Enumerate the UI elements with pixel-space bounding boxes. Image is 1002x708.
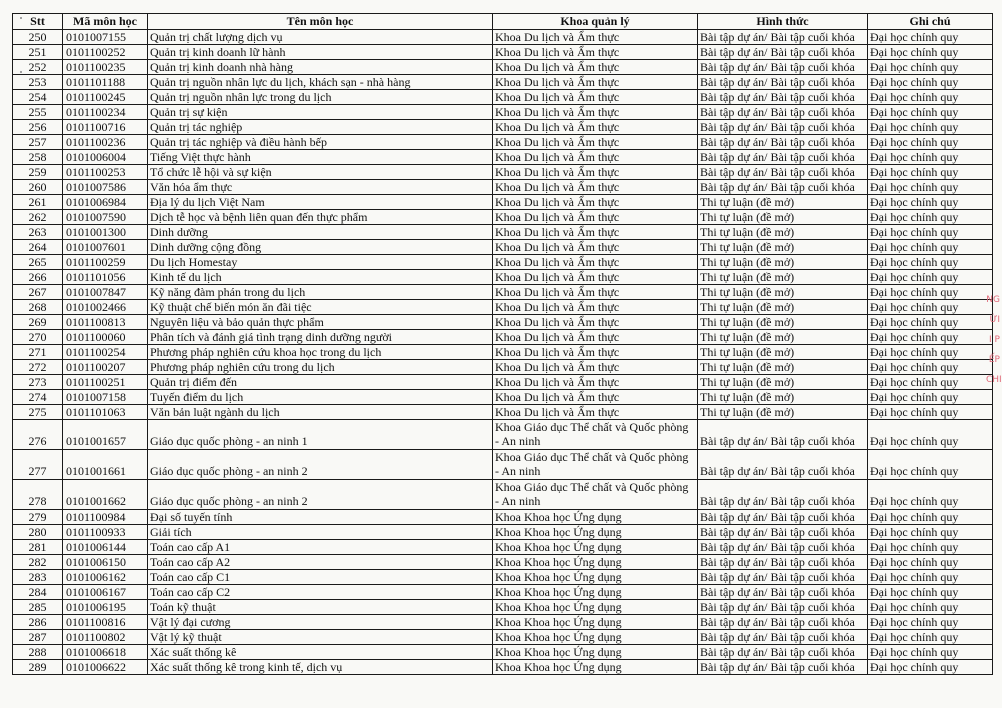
cell-form: Bài tập dự án/ Bài tập cuối khóa [698, 570, 868, 585]
cell-note: Đại học chính quy [868, 180, 993, 195]
cell-note: Đại học chính quy [868, 285, 993, 300]
cell-code: 0101100060 [63, 330, 148, 345]
table-row [13, 540, 993, 555]
cell-dept: Khoa Du lịch và Ẩm thực [493, 360, 698, 375]
cell-dept: Khoa Du lịch và Ẩm thực [493, 105, 698, 120]
cell-stt: 254 [13, 90, 63, 105]
cell-note: Đại học chính quy [868, 405, 993, 420]
cell-note: Đại học chính quy [868, 555, 993, 570]
cell-name: Giáo dục quốc phòng - an ninh 1 [148, 420, 493, 450]
cell-form: Bài tập dự án/ Bài tập cuối khóa [698, 135, 868, 150]
table-row [13, 600, 993, 615]
cell-stt: 287 [13, 630, 63, 645]
cell-name: Quản trị tác nghiệp và điều hành bếp [148, 135, 493, 150]
cell-name: Nguyên liệu và bảo quản thực phẩm [148, 315, 493, 330]
cell-name: Quản trị nguồn nhân lực trong du lịch [148, 90, 493, 105]
cell-code: 0101100251 [63, 375, 148, 390]
header-name: Tên môn học [148, 14, 493, 30]
cell-code: 0101001661 [63, 450, 148, 480]
cell-note: Đại học chính quy [868, 60, 993, 75]
cell-name: Giáo dục quốc phòng - an ninh 2 [148, 480, 493, 510]
table-row [13, 585, 993, 600]
cell-dept: Khoa Du lịch và Ẩm thực [493, 390, 698, 405]
cell-note: Đại học chính quy [868, 120, 993, 135]
table-row [13, 60, 993, 75]
cell-form: Bài tập dự án/ Bài tập cuối khóa [698, 555, 868, 570]
table-row [13, 225, 993, 240]
cell-form: Bài tập dự án/ Bài tập cuối khóa [698, 630, 868, 645]
header-row [13, 14, 993, 30]
cell-note: Đại học chính quy [868, 105, 993, 120]
cell-name: Tuyến điểm du lịch [148, 390, 493, 405]
cell-note: Đại học chính quy [868, 375, 993, 390]
table-row [13, 570, 993, 585]
cell-name: Toán cao cấp A2 [148, 555, 493, 570]
cell-form: Bài tập dự án/ Bài tập cuối khóa [698, 165, 868, 180]
cell-code: 0101100933 [63, 525, 148, 540]
cell-dept: Khoa Giáo dục Thể chất và Quốc phòng - An ninh [493, 480, 698, 510]
table-row [13, 375, 993, 390]
scan-speck [20, 17, 22, 19]
table-row [13, 660, 993, 675]
cell-stt: 271 [13, 345, 63, 360]
cell-note: Đại học chính quy [868, 645, 993, 660]
cell-name: Phương pháp nghiên cứu trong du lịch [148, 360, 493, 375]
cell-code: 0101100716 [63, 120, 148, 135]
cell-dept: Khoa Khoa học Ứng dụng [493, 645, 698, 660]
table-row [13, 300, 993, 315]
cell-dept: Khoa Khoa học Ứng dụng [493, 615, 698, 630]
cell-form: Bài tập dự án/ Bài tập cuối khóa [698, 450, 868, 480]
cell-code: 0101006618 [63, 645, 148, 660]
cell-stt: 285 [13, 600, 63, 615]
cell-form: Thi tự luận (đề mở) [698, 330, 868, 345]
cell-form: Bài tập dự án/ Bài tập cuối khóa [698, 540, 868, 555]
table-row [13, 210, 993, 225]
cell-form: Bài tập dự án/ Bài tập cuối khóa [698, 90, 868, 105]
cell-code: 0101006162 [63, 570, 148, 585]
table-row [13, 555, 993, 570]
table-row [13, 630, 993, 645]
cell-name: Phương pháp nghiên cứu khoa học trong du lịch [148, 345, 493, 360]
table-row [13, 390, 993, 405]
cell-code: 0101001300 [63, 225, 148, 240]
cell-form: Thi tự luận (đề mở) [698, 345, 868, 360]
table-row [13, 120, 993, 135]
table-row [13, 525, 993, 540]
cell-stt: 256 [13, 120, 63, 135]
cell-dept: Khoa Du lịch và Ẩm thực [493, 375, 698, 390]
cell-dept: Khoa Du lịch và Ẩm thực [493, 270, 698, 285]
table-row [13, 195, 993, 210]
cell-stt: 258 [13, 150, 63, 165]
cell-code: 0101100984 [63, 510, 148, 525]
table-row [13, 180, 993, 195]
cell-stt: 289 [13, 660, 63, 675]
cell-name: Toán cao cấp A1 [148, 540, 493, 555]
cell-note: Đại học chính quy [868, 225, 993, 240]
cell-code: 0101006167 [63, 585, 148, 600]
table-row [13, 480, 993, 510]
cell-form: Bài tập dự án/ Bài tập cuối khóa [698, 120, 868, 135]
table-row [13, 420, 993, 450]
cell-code: 0101100816 [63, 615, 148, 630]
cell-form: Bài tập dự án/ Bài tập cuối khóa [698, 585, 868, 600]
header-code: Mã môn học [63, 14, 148, 30]
cell-stt: 270 [13, 330, 63, 345]
cell-name: Toán cao cấp C2 [148, 585, 493, 600]
cell-name: Kỹ năng đàm phán trong du lịch [148, 285, 493, 300]
cell-code: 0101007155 [63, 30, 148, 45]
table-row [13, 345, 993, 360]
cell-note: Đại học chính quy [868, 585, 993, 600]
table-row [13, 510, 993, 525]
cell-note: Đại học chính quy [868, 330, 993, 345]
cell-note: Đại học chính quy [868, 450, 993, 480]
cell-stt: 286 [13, 615, 63, 630]
cell-code: 0101100234 [63, 105, 148, 120]
cell-dept: Khoa Khoa học Ứng dụng [493, 555, 698, 570]
cell-name: Tiếng Việt thực hành [148, 150, 493, 165]
cell-dept: Khoa Du lịch và Ẩm thực [493, 180, 698, 195]
cell-note: Đại học chính quy [868, 480, 993, 510]
cell-code: 0101006150 [63, 555, 148, 570]
cell-dept: Khoa Du lịch và Ẩm thực [493, 330, 698, 345]
cell-stt: 277 [13, 450, 63, 480]
cell-stt: 266 [13, 270, 63, 285]
cell-form: Thi tự luận (đề mở) [698, 360, 868, 375]
cell-name: Vật lý kỹ thuật [148, 630, 493, 645]
cell-note: Đại học chính quy [868, 360, 993, 375]
cell-form: Bài tập dự án/ Bài tập cuối khóa [698, 420, 868, 450]
cell-note: Đại học chính quy [868, 210, 993, 225]
cell-note: Đại học chính quy [868, 75, 993, 90]
cell-note: Đại học chính quy [868, 660, 993, 675]
cell-name: Xác suất thống kê trong kinh tế, dịch vụ [148, 660, 493, 675]
cell-note: Đại học chính quy [868, 600, 993, 615]
cell-note: Đại học chính quy [868, 240, 993, 255]
cell-dept: Khoa Giáo dục Thể chất và Quốc phòng - An ninh [493, 420, 698, 450]
cell-dept: Khoa Du lịch và Ẩm thực [493, 345, 698, 360]
cell-code: 0101101188 [63, 75, 148, 90]
cell-code: 0101001657 [63, 420, 148, 450]
stamp-text: ẾP [988, 355, 1000, 365]
stamp-text: CHI [986, 375, 1002, 385]
cell-stt: 288 [13, 645, 63, 660]
cell-name: Quản trị sự kiện [148, 105, 493, 120]
cell-dept: Khoa Khoa học Ứng dụng [493, 630, 698, 645]
cell-name: Quản trị chất lượng dịch vụ [148, 30, 493, 45]
cell-dept: Khoa Khoa học Ứng dụng [493, 540, 698, 555]
header-dept: Khoa quản lý [493, 14, 698, 30]
cell-form: Thi tự luận (đề mở) [698, 405, 868, 420]
cell-name: Dinh dưỡng cộng đồng [148, 240, 493, 255]
cell-stt: 260 [13, 180, 63, 195]
cell-name: Quản trị kinh doanh lữ hành [148, 45, 493, 60]
cell-form: Bài tập dự án/ Bài tập cuối khóa [698, 150, 868, 165]
cell-code: 0101007158 [63, 390, 148, 405]
cell-name: Quản trị điểm đến [148, 375, 493, 390]
table-row [13, 165, 993, 180]
cell-name: Dịch tễ học và bệnh liên quan đến thực phẩm [148, 210, 493, 225]
cell-form: Bài tập dự án/ Bài tập cuối khóa [698, 180, 868, 195]
cell-stt: 268 [13, 300, 63, 315]
cell-code: 0101006144 [63, 540, 148, 555]
cell-stt: 284 [13, 585, 63, 600]
cell-dept: Khoa Khoa học Ứng dụng [493, 570, 698, 585]
cell-stt: 251 [13, 45, 63, 60]
scan-speck [20, 71, 22, 73]
cell-name: Dinh dưỡng [148, 225, 493, 240]
stamp-text: ỨI [989, 315, 1000, 325]
cell-name: Quản trị kinh doanh nhà hàng [148, 60, 493, 75]
table-row [13, 30, 993, 45]
cell-form: Thi tự luận (đề mở) [698, 375, 868, 390]
cell-name: Văn bản luật ngành du lịch [148, 405, 493, 420]
cell-stt: 278 [13, 480, 63, 510]
cell-dept: Khoa Du lịch và Ẩm thực [493, 225, 698, 240]
red-stamp-fragment [986, 290, 1000, 390]
cell-note: Đại học chính quy [868, 300, 993, 315]
cell-form: Thi tự luận (đề mở) [698, 300, 868, 315]
cell-note: Đại học chính quy [868, 345, 993, 360]
cell-form: Bài tập dự án/ Bài tập cuối khóa [698, 600, 868, 615]
cell-name: Toán cao cấp C1 [148, 570, 493, 585]
cell-code: 0101100254 [63, 345, 148, 360]
cell-stt: 272 [13, 360, 63, 375]
cell-dept: Khoa Du lịch và Ẩm thực [493, 165, 698, 180]
cell-note: Đại học chính quy [868, 570, 993, 585]
cell-form: Bài tập dự án/ Bài tập cuối khóa [698, 660, 868, 675]
cell-stt: 273 [13, 375, 63, 390]
cell-note: Đại học chính quy [868, 150, 993, 165]
cell-stt: 275 [13, 405, 63, 420]
table-row [13, 90, 993, 105]
cell-note: Đại học chính quy [868, 135, 993, 150]
cell-stt: 274 [13, 390, 63, 405]
cell-name: Quản trị nguồn nhân lực du lịch, khách sạn - nhà hàng [148, 75, 493, 90]
cell-dept: Khoa Du lịch và Ẩm thực [493, 60, 698, 75]
header-stt: Stt [13, 14, 63, 30]
cell-code: 0101007590 [63, 210, 148, 225]
cell-code: 0101100235 [63, 60, 148, 75]
cell-dept: Khoa Du lịch và Ẩm thực [493, 195, 698, 210]
cell-form: Bài tập dự án/ Bài tập cuối khóa [698, 480, 868, 510]
table-row [13, 240, 993, 255]
cell-dept: Khoa Khoa học Ứng dụng [493, 585, 698, 600]
cell-code: 0101100252 [63, 45, 148, 60]
cell-note: Đại học chính quy [868, 315, 993, 330]
cell-name: Du lịch Homestay [148, 255, 493, 270]
cell-form: Thi tự luận (đề mở) [698, 315, 868, 330]
cell-dept: Khoa Khoa học Ứng dụng [493, 510, 698, 525]
cell-dept: Khoa Du lịch và Ẩm thực [493, 405, 698, 420]
cell-code: 0101101063 [63, 405, 148, 420]
cell-name: Quản trị tác nghiệp [148, 120, 493, 135]
cell-dept: Khoa Du lịch và Ẩm thực [493, 240, 698, 255]
cell-form: Bài tập dự án/ Bài tập cuối khóa [698, 525, 868, 540]
cell-note: Đại học chính quy [868, 45, 993, 60]
table-row [13, 645, 993, 660]
cell-dept: Khoa Du lịch và Ẩm thực [493, 315, 698, 330]
cell-code: 0101100802 [63, 630, 148, 645]
table-row [13, 270, 993, 285]
table-row [13, 330, 993, 345]
table-row [13, 615, 993, 630]
table-row [13, 405, 993, 420]
cell-form: Bài tập dự án/ Bài tập cuối khóa [698, 615, 868, 630]
table-row [13, 45, 993, 60]
cell-dept: Khoa Du lịch và Ẩm thực [493, 120, 698, 135]
cell-name: Toán kỹ thuật [148, 600, 493, 615]
header-note: Ghi chú [868, 14, 993, 30]
table-row [13, 105, 993, 120]
cell-code: 0101006984 [63, 195, 148, 210]
cell-form: Thi tự luận (đề mở) [698, 255, 868, 270]
table-row [13, 150, 993, 165]
cell-form: Thi tự luận (đề mở) [698, 390, 868, 405]
cell-stt: 279 [13, 510, 63, 525]
cell-form: Thi tự luận (đề mở) [698, 240, 868, 255]
cell-form: Bài tập dự án/ Bài tập cuối khóa [698, 45, 868, 60]
cell-dept: Khoa Du lịch và Ẩm thực [493, 300, 698, 315]
cell-code: 0101002466 [63, 300, 148, 315]
table-row [13, 75, 993, 90]
cell-stt: 283 [13, 570, 63, 585]
cell-code: 0101100259 [63, 255, 148, 270]
cell-code: 0101006195 [63, 600, 148, 615]
stamp-text: NG [986, 295, 1000, 305]
table-row [13, 450, 993, 480]
cell-note: Đại học chính quy [868, 630, 993, 645]
cell-stt: 255 [13, 105, 63, 120]
cell-dept: Khoa Giáo dục Thể chất và Quốc phòng - An ninh [493, 450, 698, 480]
cell-stt: 252 [13, 60, 63, 75]
cell-stt: 269 [13, 315, 63, 330]
stamp-text: I P [989, 335, 1000, 345]
cell-stt: 257 [13, 135, 63, 150]
cell-code: 0101100245 [63, 90, 148, 105]
cell-note: Đại học chính quy [868, 195, 993, 210]
cell-dept: Khoa Du lịch và Ẩm thực [493, 150, 698, 165]
cell-stt: 263 [13, 225, 63, 240]
cell-stt: 276 [13, 420, 63, 450]
cell-name: Địa lý du lịch Việt Nam [148, 195, 493, 210]
cell-dept: Khoa Du lịch và Ẩm thực [493, 75, 698, 90]
header-form: Hình thức [698, 14, 868, 30]
cell-dept: Khoa Du lịch và Ẩm thực [493, 285, 698, 300]
cell-note: Đại học chính quy [868, 510, 993, 525]
cell-code: 0101007847 [63, 285, 148, 300]
cell-note: Đại học chính quy [868, 540, 993, 555]
cell-form: Bài tập dự án/ Bài tập cuối khóa [698, 30, 868, 45]
cell-stt: 259 [13, 165, 63, 180]
cell-note: Đại học chính quy [868, 615, 993, 630]
cell-stt: 265 [13, 255, 63, 270]
cell-stt: 264 [13, 240, 63, 255]
cell-note: Đại học chính quy [868, 525, 993, 540]
table-row [13, 360, 993, 375]
cell-dept: Khoa Khoa học Ứng dụng [493, 600, 698, 615]
cell-form: Bài tập dự án/ Bài tập cuối khóa [698, 510, 868, 525]
cell-dept: Khoa Du lịch và Ẩm thực [493, 90, 698, 105]
cell-stt: 267 [13, 285, 63, 300]
course-table [12, 13, 993, 675]
table-body [13, 30, 993, 675]
cell-code: 0101006004 [63, 150, 148, 165]
cell-code: 0101100236 [63, 135, 148, 150]
cell-form: Bài tập dự án/ Bài tập cuối khóa [698, 645, 868, 660]
cell-name: Phân tích và đánh giá tình trạng dinh dưỡng người [148, 330, 493, 345]
cell-code: 0101100813 [63, 315, 148, 330]
cell-note: Đại học chính quy [868, 270, 993, 285]
cell-note: Đại học chính quy [868, 390, 993, 405]
cell-stt: 281 [13, 540, 63, 555]
cell-form: Thi tự luận (đề mở) [698, 270, 868, 285]
cell-form: Thi tự luận (đề mở) [698, 285, 868, 300]
cell-note: Đại học chính quy [868, 420, 993, 450]
cell-note: Đại học chính quy [868, 255, 993, 270]
cell-form: Bài tập dự án/ Bài tập cuối khóa [698, 60, 868, 75]
cell-name: Đại số tuyến tính [148, 510, 493, 525]
cell-stt: 250 [13, 30, 63, 45]
cell-stt: 262 [13, 210, 63, 225]
cell-note: Đại học chính quy [868, 90, 993, 105]
cell-code: 0101100207 [63, 360, 148, 375]
cell-dept: Khoa Du lịch và Ẩm thực [493, 255, 698, 270]
cell-code: 0101007586 [63, 180, 148, 195]
cell-note: Đại học chính quy [868, 30, 993, 45]
table-row [13, 255, 993, 270]
cell-form: Thi tự luận (đề mở) [698, 210, 868, 225]
cell-name: Giải tích [148, 525, 493, 540]
cell-name: Giáo dục quốc phòng - an ninh 2 [148, 450, 493, 480]
cell-stt: 253 [13, 75, 63, 90]
cell-code: 0101101056 [63, 270, 148, 285]
cell-stt: 261 [13, 195, 63, 210]
cell-name: Văn hóa ẩm thực [148, 180, 493, 195]
cell-dept: Khoa Khoa học Ứng dụng [493, 660, 698, 675]
cell-name: Xác suất thống kê [148, 645, 493, 660]
cell-name: Tổ chức lễ hội và sự kiện [148, 165, 493, 180]
table-row [13, 285, 993, 300]
cell-dept: Khoa Khoa học Ứng dụng [493, 525, 698, 540]
cell-dept: Khoa Du lịch và Ẩm thực [493, 30, 698, 45]
cell-stt: 282 [13, 555, 63, 570]
cell-name: Kỹ thuật chế biến món ăn đãi tiệc [148, 300, 493, 315]
cell-form: Bài tập dự án/ Bài tập cuối khóa [698, 75, 868, 90]
cell-dept: Khoa Du lịch và Ẩm thực [493, 210, 698, 225]
cell-note: Đại học chính quy [868, 165, 993, 180]
cell-name: Vật lý đại cương [148, 615, 493, 630]
cell-dept: Khoa Du lịch và Ẩm thực [493, 45, 698, 60]
cell-code: 0101006622 [63, 660, 148, 675]
cell-dept: Khoa Du lịch và Ẩm thực [493, 135, 698, 150]
cell-form: Thi tự luận (đề mở) [698, 195, 868, 210]
cell-code: 0101007601 [63, 240, 148, 255]
table-row [13, 135, 993, 150]
cell-stt: 280 [13, 525, 63, 540]
cell-code: 0101100253 [63, 165, 148, 180]
cell-form: Bài tập dự án/ Bài tập cuối khóa [698, 105, 868, 120]
table-row [13, 315, 993, 330]
cell-form: Thi tự luận (đề mở) [698, 225, 868, 240]
cell-name: Kinh tế du lịch [148, 270, 493, 285]
cell-code: 0101001662 [63, 480, 148, 510]
